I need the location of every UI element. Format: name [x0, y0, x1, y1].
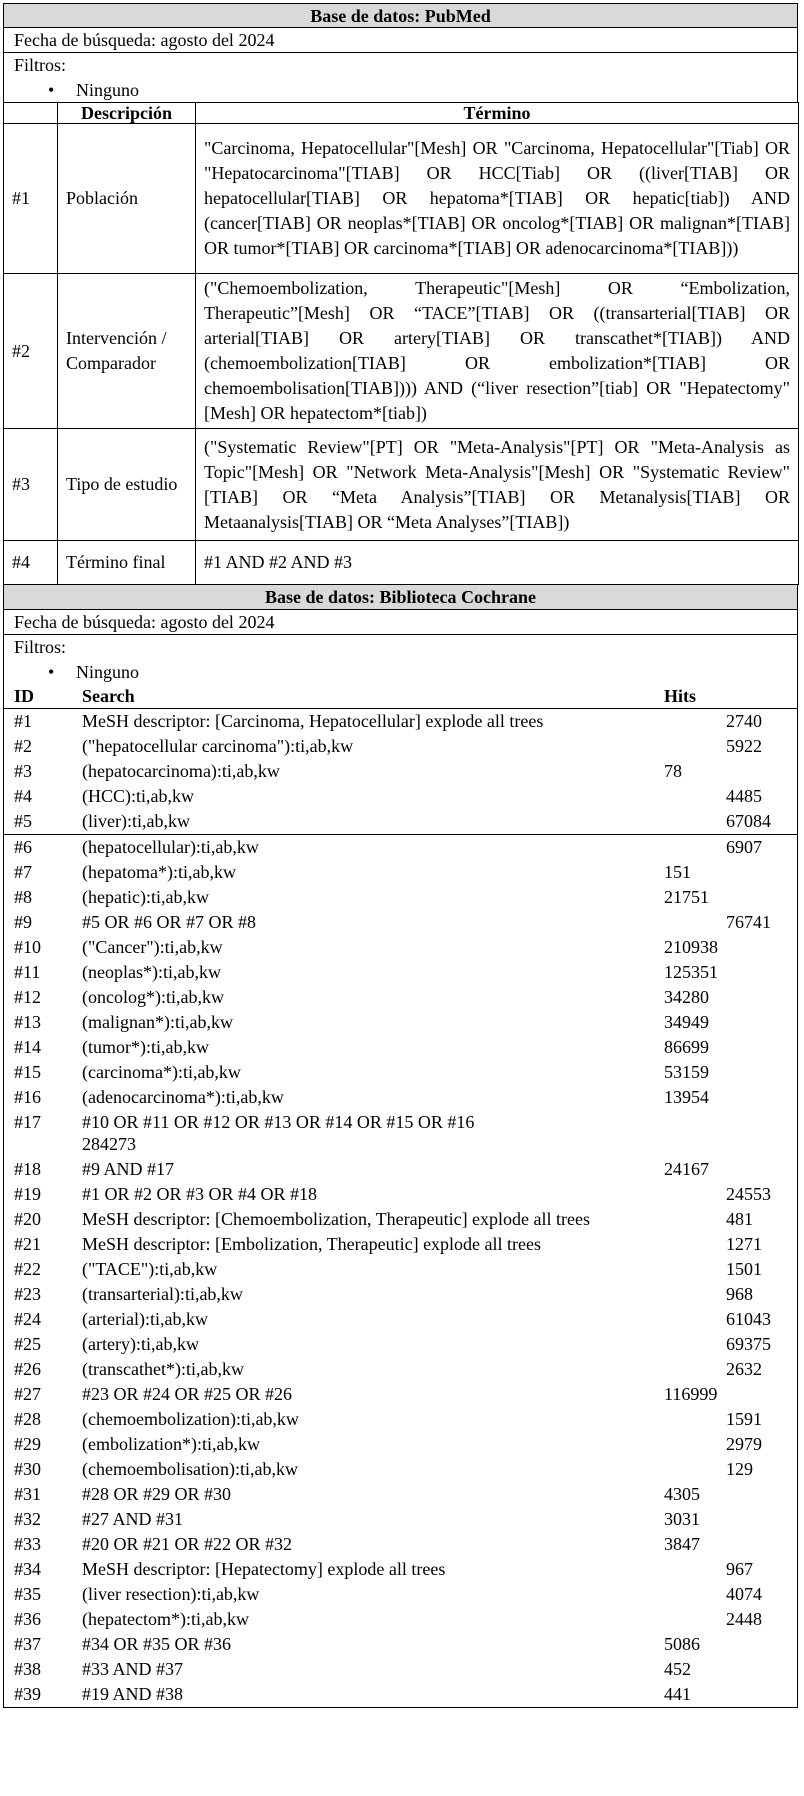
cochrane-row-hits: 968	[726, 1284, 753, 1304]
cochrane-row	[4, 1482, 797, 1507]
cochrane-row-id: #18	[14, 1159, 41, 1179]
cochrane-row-search: #23 OR #24 OR #25 OR #26	[82, 1384, 293, 1404]
cochrane-row-id: #29	[14, 1434, 41, 1454]
cochrane-row	[4, 809, 797, 834]
cochrane-row	[4, 1532, 797, 1557]
cochrane-row-hits: 86699	[664, 1037, 709, 1057]
cochrane-row-id: #36	[14, 1609, 41, 1629]
cochrane-row-hits: 78	[664, 761, 682, 781]
cochrane-row	[4, 1557, 797, 1582]
pubmed-row-desc: Intervención / Comparador	[58, 274, 196, 429]
cochrane-row-id: #22	[14, 1259, 41, 1279]
cochrane-row-hits: 34949	[664, 1012, 709, 1032]
cochrane-row-hits: 3847	[664, 1534, 700, 1554]
cochrane-row	[4, 1432, 797, 1457]
cochrane-row	[4, 1085, 797, 1110]
cochrane-row-hits: 2632	[726, 1359, 762, 1379]
cochrane-row-hits: 1271	[726, 1234, 762, 1254]
pubmed-row	[4, 541, 799, 585]
cochrane-row	[4, 1407, 797, 1432]
cochrane-row	[4, 935, 797, 960]
cochrane-row-search: (neoplas*):ti,ab,kw	[82, 962, 221, 982]
cochrane-row-search: ("Cancer"):ti,ab,kw	[82, 937, 223, 957]
pubmed-row	[4, 429, 799, 541]
cochrane-row	[4, 985, 797, 1010]
cochrane-row-id: #26	[14, 1359, 41, 1379]
cochrane-row-search: #1 OR #2 OR #3 OR #4 OR #18	[82, 1184, 318, 1204]
cochrane-row-hits: 210938	[664, 937, 718, 957]
cochrane-row-id: #24	[14, 1309, 41, 1329]
cochrane-row-hits: 34280	[664, 987, 709, 1007]
cochrane-row-id: #20	[14, 1209, 41, 1229]
cochrane-date: Fecha de búsqueda: agosto del 2024	[3, 610, 798, 635]
cochrane-row-hits: 481	[726, 1209, 753, 1229]
cochrane-row	[4, 960, 797, 985]
cochrane-row	[4, 1307, 797, 1332]
cochrane-row	[4, 1010, 797, 1035]
cochrane-row	[4, 1257, 797, 1282]
pubmed-header-blank	[4, 103, 58, 124]
cochrane-row	[4, 1682, 797, 1707]
cochrane-row-id: #31	[14, 1484, 41, 1504]
cochrane-row	[4, 1232, 797, 1257]
cochrane-row	[4, 834, 797, 860]
cochrane-row-id: #14	[14, 1037, 41, 1057]
cochrane-filters-label: Filtros:	[14, 637, 67, 657]
cochrane-row	[4, 1357, 797, 1382]
cochrane-row-search: (hepatectom*):ti,ab,kw	[82, 1609, 249, 1629]
cochrane-row-search: (liver resection):ti,ab,kw	[82, 1584, 260, 1604]
cochrane-row-id: #21	[14, 1234, 41, 1254]
cochrane-row-hits: 6907	[726, 837, 762, 857]
cochrane-row-search: (artery):ti,ab,kw	[82, 1334, 199, 1354]
cochrane-row	[4, 709, 797, 734]
cochrane-row	[4, 1110, 797, 1157]
pubmed-row-id: #3	[4, 429, 58, 541]
cochrane-rows	[4, 709, 797, 1707]
cochrane-row-id: #3	[14, 761, 32, 781]
cochrane-row-search: (hepatoma*):ti,ab,kw	[82, 862, 236, 882]
pubmed-filters-item	[14, 78, 797, 102]
cochrane-row-id: #7	[14, 862, 32, 882]
cochrane-row	[4, 1457, 797, 1482]
cochrane-row-id: #5	[14, 811, 32, 831]
cochrane-row-hits: 5922	[726, 736, 762, 756]
pubmed-row-term: ("Chemoembolization, Therapeutic"[Mesh] OR “Embolization, Therapeutic”[Mesh] OR “TACE”[TIAB] OR ((transarterial[TIAB] OR arterial[TIAB] OR artery[TIAB] OR transcathet*[TIAB]) AND (chemoembolization[TIAB] OR embolization*[TIAB] OR chemoembolisation[TIAB]))) AND (“liver resection”[tiab] OR "Hepatectomy"[Mesh] OR hepatectom*[tiab])	[196, 274, 799, 429]
cochrane-row	[4, 860, 797, 885]
cochrane-row-search: (transarterial):ti,ab,kw	[82, 1284, 243, 1304]
cochrane-header-id: ID	[14, 686, 35, 706]
cochrane-row	[4, 1332, 797, 1357]
cochrane-row-search: (hepatic):ti,ab,kw	[82, 887, 209, 907]
cochrane-row-hits: 284273	[82, 1134, 136, 1154]
cochrane-row-search: (carcinoma*):ti,ab,kw	[82, 1062, 241, 1082]
cochrane-table-header	[4, 684, 797, 709]
cochrane-row-id: #37	[14, 1634, 41, 1654]
cochrane-row-id: #23	[14, 1284, 41, 1304]
cochrane-row-id: #33	[14, 1534, 41, 1554]
cochrane-row	[4, 1035, 797, 1060]
cochrane-row	[4, 1657, 797, 1682]
cochrane-row-hits: 4074	[726, 1584, 762, 1604]
cochrane-row-id: #17	[14, 1112, 41, 1132]
cochrane-row-hits: 116999	[664, 1384, 718, 1404]
cochrane-row-hits: 125351	[664, 962, 718, 982]
cochrane-row-id: #30	[14, 1459, 41, 1479]
cochrane-row-search: #5 OR #6 OR #7 OR #8	[82, 912, 257, 932]
cochrane-row-search: MeSH descriptor: [Carcinoma, Hepatocellular] explode all trees	[82, 711, 544, 731]
cochrane-row-id: #12	[14, 987, 41, 1007]
cochrane-row-id: #15	[14, 1062, 41, 1082]
pubmed-row-desc: Población	[58, 124, 196, 274]
cochrane-row	[4, 1282, 797, 1307]
cochrane-row-search: #34 OR #35 OR #36	[82, 1634, 232, 1654]
pubmed-filters	[3, 53, 798, 102]
cochrane-row-id: #25	[14, 1334, 41, 1354]
pubmed-row-term: #1 AND #2 AND #3	[196, 541, 799, 585]
cochrane-row-search: #9 AND #17	[82, 1159, 175, 1179]
cochrane-row-search: (embolization*):ti,ab,kw	[82, 1434, 260, 1454]
cochrane-row-search: (transcathet*):ti,ab,kw	[82, 1359, 244, 1379]
pubmed-header-term: Término	[196, 103, 799, 124]
cochrane-row-search: (oncolog*):ti,ab,kw	[82, 987, 224, 1007]
cochrane-row-hits: 24167	[664, 1159, 709, 1179]
cochrane-row-id: #11	[14, 962, 41, 982]
cochrane-row	[4, 1507, 797, 1532]
cochrane-title: Base de datos: Biblioteca Cochrane	[3, 585, 798, 610]
cochrane-row	[4, 1582, 797, 1607]
pubmed-row-id: #2	[4, 274, 58, 429]
cochrane-row	[4, 1157, 797, 1182]
cochrane-row-hits: 3031	[664, 1509, 700, 1529]
cochrane-row-hits: 1501	[726, 1259, 762, 1279]
cochrane-row-id: #19	[14, 1184, 41, 1204]
cochrane-row-search: #19 AND #38	[82, 1684, 184, 1704]
cochrane-row-search: (hepatocarcinoma):ti,ab,kw	[82, 761, 280, 781]
cochrane-row	[4, 1607, 797, 1632]
cochrane-row-id: #35	[14, 1584, 41, 1604]
cochrane-row	[4, 734, 797, 759]
cochrane-row-search: (tumor*):ti,ab,kw	[82, 1037, 209, 1057]
cochrane-row-hits: 4485	[726, 786, 762, 806]
cochrane-row-id: #4	[14, 786, 32, 806]
cochrane-row-search: (liver):ti,ab,kw	[82, 811, 190, 831]
cochrane-row-hits: 2448	[726, 1609, 762, 1629]
cochrane-header-search: Search	[82, 686, 135, 706]
cochrane-row-hits: 2740	[726, 711, 762, 731]
pubmed-row	[4, 124, 799, 274]
cochrane-row	[4, 1060, 797, 1085]
pubmed-table	[3, 102, 799, 585]
pubmed-row	[4, 274, 799, 429]
cochrane-row-search: MeSH descriptor: [Hepatectomy] explode all trees	[82, 1559, 446, 1579]
cochrane-row-hits: 21751	[664, 887, 709, 907]
cochrane-row-search: (HCC):ti,ab,kw	[82, 786, 194, 806]
cochrane-row-search: #10 OR #11 OR #12 OR #13 OR #14 OR #15 OR #16	[82, 1112, 475, 1132]
cochrane-row-id: #13	[14, 1012, 41, 1032]
cochrane-row-hits: 441	[664, 1684, 691, 1704]
cochrane-row-id: #38	[14, 1659, 41, 1679]
cochrane-table	[3, 684, 798, 1708]
cochrane-row-hits: 61043	[726, 1309, 771, 1329]
pubmed-date: Fecha de búsqueda: agosto del 2024	[3, 28, 798, 53]
cochrane-row-hits: 13954	[664, 1087, 709, 1107]
search-strategy-document	[3, 3, 798, 1708]
cochrane-row-id: #34	[14, 1559, 41, 1579]
cochrane-row	[4, 910, 797, 935]
cochrane-row-hits: 1591	[726, 1409, 762, 1429]
cochrane-row-hits: 24553	[726, 1184, 771, 1204]
cochrane-row-hits: 4305	[664, 1484, 700, 1504]
cochrane-filters-item	[14, 660, 797, 684]
pubmed-row-desc: Tipo de estudio	[58, 429, 196, 541]
cochrane-row-search: #20 OR #21 OR #22 OR #32	[82, 1534, 293, 1554]
cochrane-row-hits: 76741	[726, 912, 771, 932]
cochrane-row-search: (chemoembolization):ti,ab,kw	[82, 1409, 299, 1429]
cochrane-row-search: (hepatocellular):ti,ab,kw	[82, 837, 259, 857]
cochrane-row-search: #27 AND #31	[82, 1509, 184, 1529]
cochrane-row	[4, 1632, 797, 1657]
pubmed-filters-label: Filtros:	[14, 55, 67, 75]
pubmed-row-id: #4	[4, 541, 58, 585]
cochrane-row-hits: 2979	[726, 1434, 762, 1454]
cochrane-row-search: (arterial):ti,ab,kw	[82, 1309, 208, 1329]
cochrane-row-id: #6	[14, 837, 32, 857]
cochrane-row-id: #10	[14, 937, 41, 957]
cochrane-row	[4, 1207, 797, 1232]
cochrane-row-search: #33 AND #37	[82, 1659, 184, 1679]
cochrane-row	[4, 1382, 797, 1407]
cochrane-row-hits: 5086	[664, 1634, 700, 1654]
cochrane-row-search: (chemoembolisation):ti,ab,kw	[82, 1459, 298, 1479]
pubmed-title: Base de datos: PubMed	[3, 3, 798, 28]
cochrane-row-search: ("TACE"):ti,ab,kw	[82, 1259, 218, 1279]
cochrane-row-id: #1	[14, 711, 32, 731]
cochrane-row-id: #27	[14, 1384, 41, 1404]
cochrane-filters-value: Ninguno	[76, 662, 139, 682]
cochrane-row-search: MeSH descriptor: [Embolization, Therapeutic] explode all trees	[82, 1234, 542, 1254]
pubmed-row-desc: Término final	[58, 541, 196, 585]
cochrane-row-id: #8	[14, 887, 32, 907]
cochrane-row	[4, 759, 797, 784]
cochrane-row-hits: 53159	[664, 1062, 709, 1082]
cochrane-row-id: #16	[14, 1087, 41, 1107]
cochrane-row-search: ("hepatocellular carcinoma"):ti,ab,kw	[82, 736, 354, 756]
cochrane-row-search: MeSH descriptor: [Chemoembolization, Therapeutic] explode all trees	[82, 1209, 591, 1229]
cochrane-row-hits: 151	[664, 862, 691, 882]
cochrane-row-id: #2	[14, 736, 32, 756]
cochrane-row-hits: 967	[726, 1559, 753, 1579]
pubmed-filters-value: Ninguno	[76, 80, 139, 100]
pubmed-row-term: ("Systematic Review"[PT] OR "Meta-Analysis"[PT] OR "Meta-Analysis as Topic"[Mesh] OR "Network Meta-Analysis"[Mesh] OR "Systematic Review"[TIAB] OR “Meta Analysis”[TIAB] OR Metanalysis[TIAB] OR Metaanalysis[TIAB] OR “Meta Analyses”[TIAB])	[196, 429, 799, 541]
cochrane-row-search: #28 OR #29 OR #30	[82, 1484, 232, 1504]
cochrane-row-hits: 67084	[726, 811, 771, 831]
cochrane-row-id: #9	[14, 912, 32, 932]
cochrane-row	[4, 885, 797, 910]
cochrane-row-search: (adenocarcinoma*):ti,ab,kw	[82, 1087, 284, 1107]
pubmed-header-desc: Descripción	[58, 103, 196, 124]
cochrane-header-hits: Hits	[664, 686, 697, 706]
cochrane-row-hits: 129	[726, 1459, 753, 1479]
cochrane-row-id: #32	[14, 1509, 41, 1529]
pubmed-row-term: "Carcinoma, Hepatocellular"[Mesh] OR "Carcinoma, Hepatocellular"[Tiab] OR "Hepatocarcinoma"[TIAB] OR HCC[Tiab] OR ((liver[TIAB] OR hepatocellular[TIAB] OR hepatoma*[TIAB] OR hepatic[tiab]) AND (cancer[TIAB] OR neoplas*[TIAB] OR oncolog*[TIAB] OR malignan*[TIAB] OR tumor*[TIAB] OR carcinoma*[TIAB] OR adenocarcinoma*[TIAB]))	[196, 124, 799, 274]
cochrane-row-id: #28	[14, 1409, 41, 1429]
cochrane-filters	[3, 635, 798, 684]
cochrane-row	[4, 784, 797, 809]
cochrane-row-hits: 69375	[726, 1334, 771, 1354]
cochrane-row-hits: 452	[664, 1659, 691, 1679]
pubmed-table-header	[4, 103, 799, 124]
pubmed-row-id: #1	[4, 124, 58, 274]
cochrane-row-search: (malignan*):ti,ab,kw	[82, 1012, 233, 1032]
cochrane-row-id: #39	[14, 1684, 41, 1704]
cochrane-row	[4, 1182, 797, 1207]
